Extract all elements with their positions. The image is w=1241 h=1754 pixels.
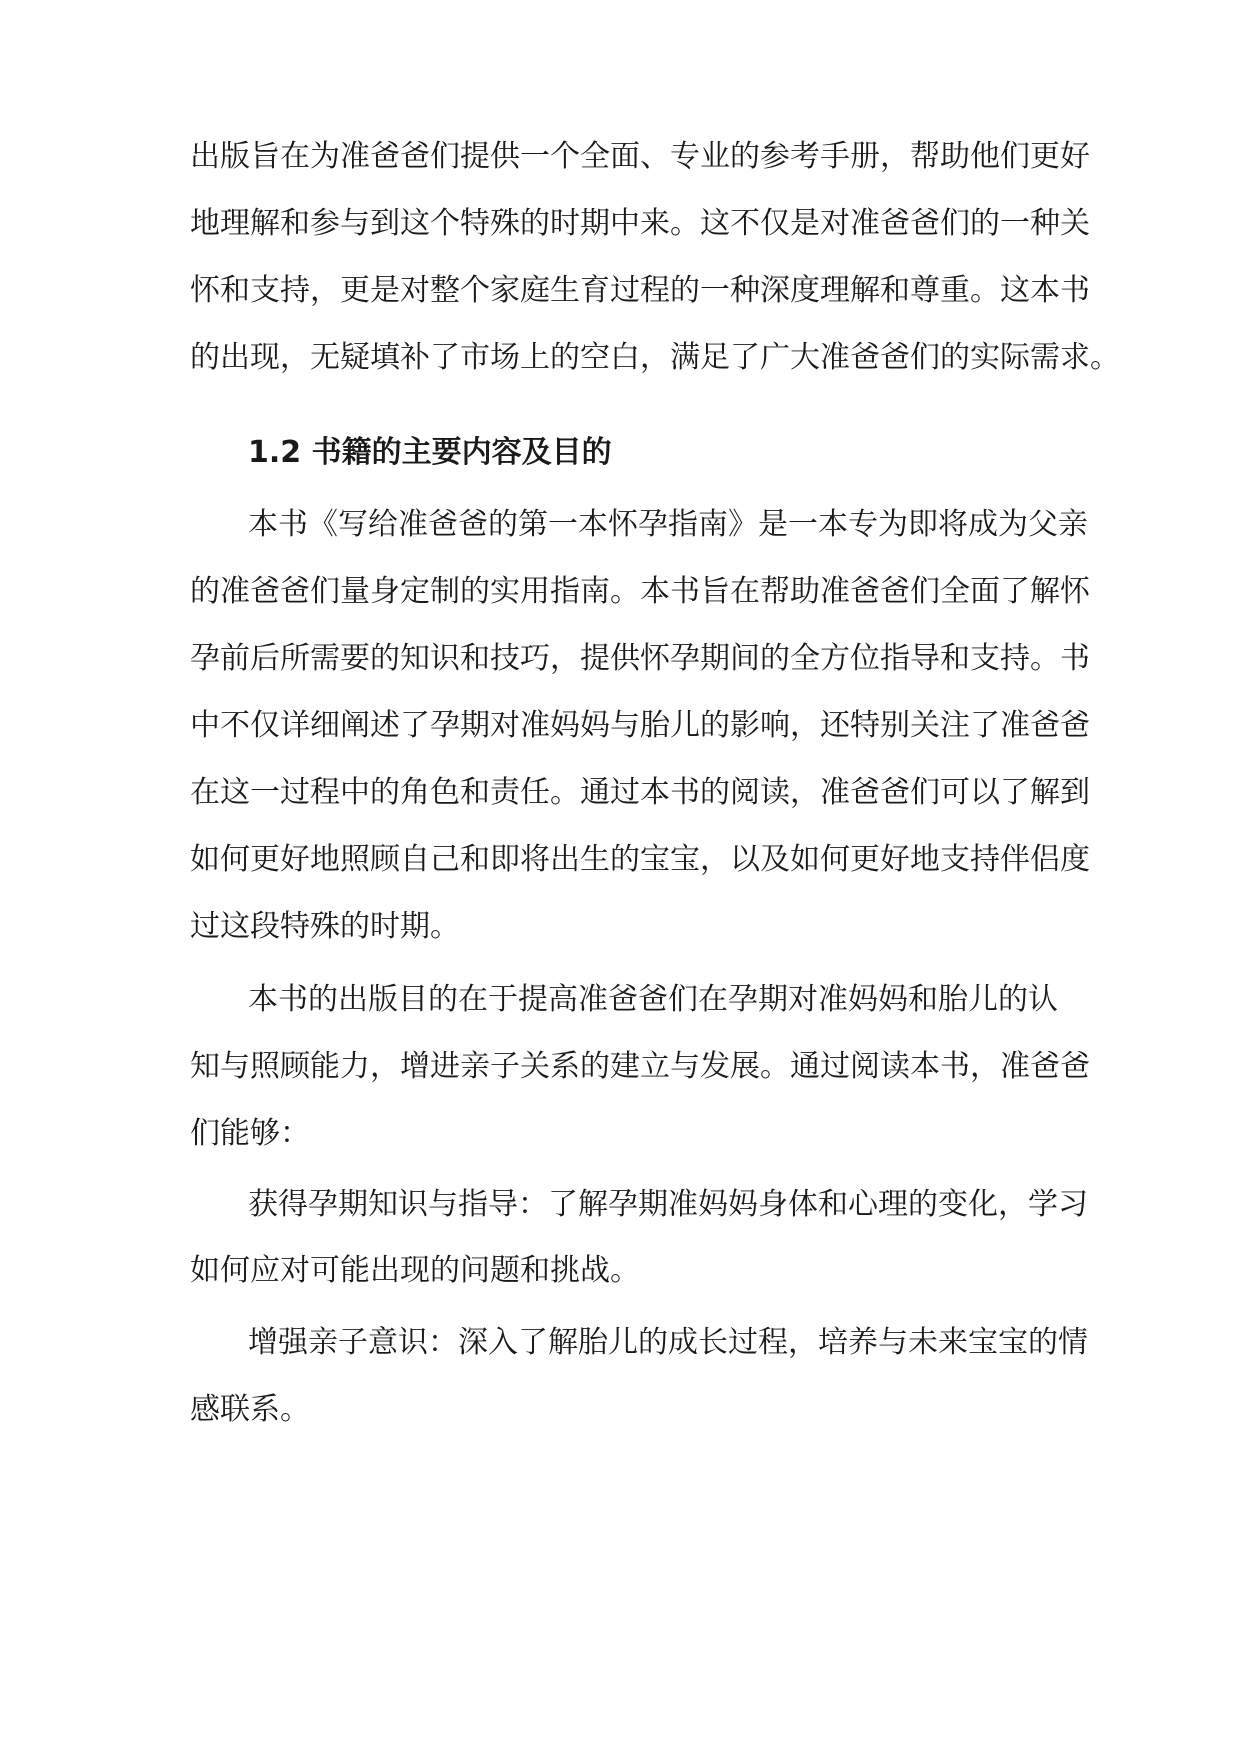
paragraph-line: 怀和支持，更是对整个家庭生育过程的一种深度理解和尊重。这本书 (190, 273, 1090, 308)
paragraph-line: 增强亲子意识：深入了解胎儿的成长过程，培养与未来宝宝的情 (248, 1325, 1088, 1360)
paragraph-line: 本书《写给准爸爸的第一本怀孕指南》是一本专为即将成为父亲 (248, 507, 1088, 542)
paragraph-line: 知与照顾能力，增进亲子关系的建立与发展。通过阅读本书，准爸爸 (190, 1049, 1090, 1084)
paragraph-line: 如何应对可能出现的问题和挑战。 (190, 1253, 640, 1288)
paragraph-line: 本书的出版目的在于提高准爸爸们在孕期对准妈妈和胎儿的认 (248, 982, 1058, 1017)
paragraph-line: 的准爸爸们量身定制的实用指南。本书旨在帮助准爸爸们全面了解怀 (190, 574, 1090, 609)
paragraph-line: 出版旨在为准爸爸们提供一个全面、专业的参考手册，帮助他们更好 (190, 139, 1090, 174)
paragraph-line: 地理解和参与到这个特殊的时期中来。这不仅是对准爸爸们的一种关 (190, 206, 1090, 241)
paragraph-line: 在这一过程中的角色和责任。通过本书的阅读，准爸爸们可以了解到 (190, 775, 1090, 810)
paragraph-line: 的出现，无疑填补了市场上的空白，满足了广大准爸爸们的实际需求。 (190, 340, 1120, 375)
paragraph-line: 获得孕期知识与指导：了解孕期准妈妈身体和心理的变化，学习 (248, 1187, 1088, 1222)
paragraph-line: 过这段特殊的时期。 (190, 909, 460, 944)
paragraph-line: 中不仅详细阐述了孕期对准妈妈与胎儿的影响，还特别关注了准爸爸 (190, 708, 1090, 743)
paragraph-line: 孕前后所需要的知识和技巧，提供怀孕期间的全方位指导和支持。书 (190, 641, 1090, 676)
paragraph-line: 们能够： (190, 1116, 310, 1151)
section-heading: 1.2 书籍的主要内容及目的 (248, 435, 612, 470)
paragraph-line: 感联系。 (190, 1392, 310, 1427)
paragraph-line: 如何更好地照顾自己和即将出生的宝宝，以及如何更好地支持伴侣度 (190, 842, 1090, 877)
